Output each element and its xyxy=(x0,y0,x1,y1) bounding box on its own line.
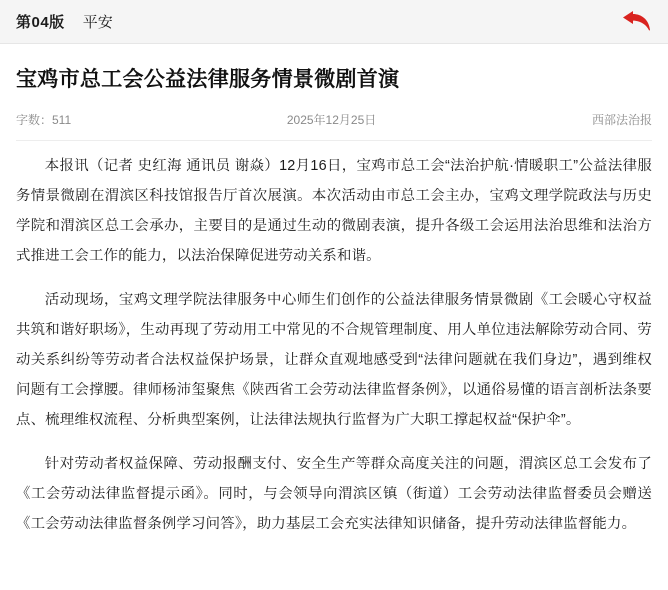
article-paragraph: 活动现场，宝鸡文理学院法律服务中心师生们创作的公益法律服务情景微剧《工会暖心守权益 共筑和谐好职场》，生动再现了劳动用工中常见的不合规管理制度、用人单位违法解除劳动合同、劳动关系纠纷等劳动者合法权益保护场景，让群众直观地感受到“法律问题就在我们身边”，遇到维权问题有工会撑腰。律师杨沛玺聚焦《陕西省工会劳动法律监督条例》，以通俗易懂的语言剖析法条要点、梳理维权流程、分析典型案例，让法律法规执行监督为广大职工撑起权益“保护伞”。 xyxy=(16,292,652,429)
headline-text: 宝鸡市总工会公益法律服务情景微剧首演 xyxy=(16,68,400,91)
source-name: 西部法治报 xyxy=(591,113,652,128)
edition-info xyxy=(16,11,620,32)
article-meta xyxy=(16,111,652,141)
edition-name: 平安 xyxy=(82,14,113,31)
article-paragraph: 本报讯（记者 史红海 通讯员 谢焱）12月16日，宝鸡市总工会“法治护航·情暖职工”公益法律服务情景微剧在渭滨区科技馆报告厅首次展演。本次活动由市总工会主办，宝鸡文理学院政法与历史学院和渭滨区总工会承办，主要目的是通过生动的微剧表演，提升各级工会运用法治思维和法治方式推进工会工作的能力，以法治保障促进劳动关系和谐。 xyxy=(16,158,652,265)
article-paragraph: 针对劳动者权益保障、劳动报酬支付、安全生产等群众高度关注的问题，渭滨区总工会发布了《工会劳动法律监督提示函》。同时，与会领导向渭滨区镇（街道）工会劳动法律监督委员会赠送《工会劳动法律监督条例学习问答》，助力基层工会充实法律知识储备，提升劳动法律监督能力。 xyxy=(16,456,652,533)
edition-number: 第04版 xyxy=(16,14,65,31)
article-body xyxy=(0,141,668,539)
top-bar xyxy=(0,0,668,44)
page-title xyxy=(0,44,668,93)
word-count: 字数：511 xyxy=(16,113,72,128)
publish-date: 2025年12月25日 xyxy=(286,113,377,128)
back-arrow-icon[interactable] xyxy=(620,9,654,35)
